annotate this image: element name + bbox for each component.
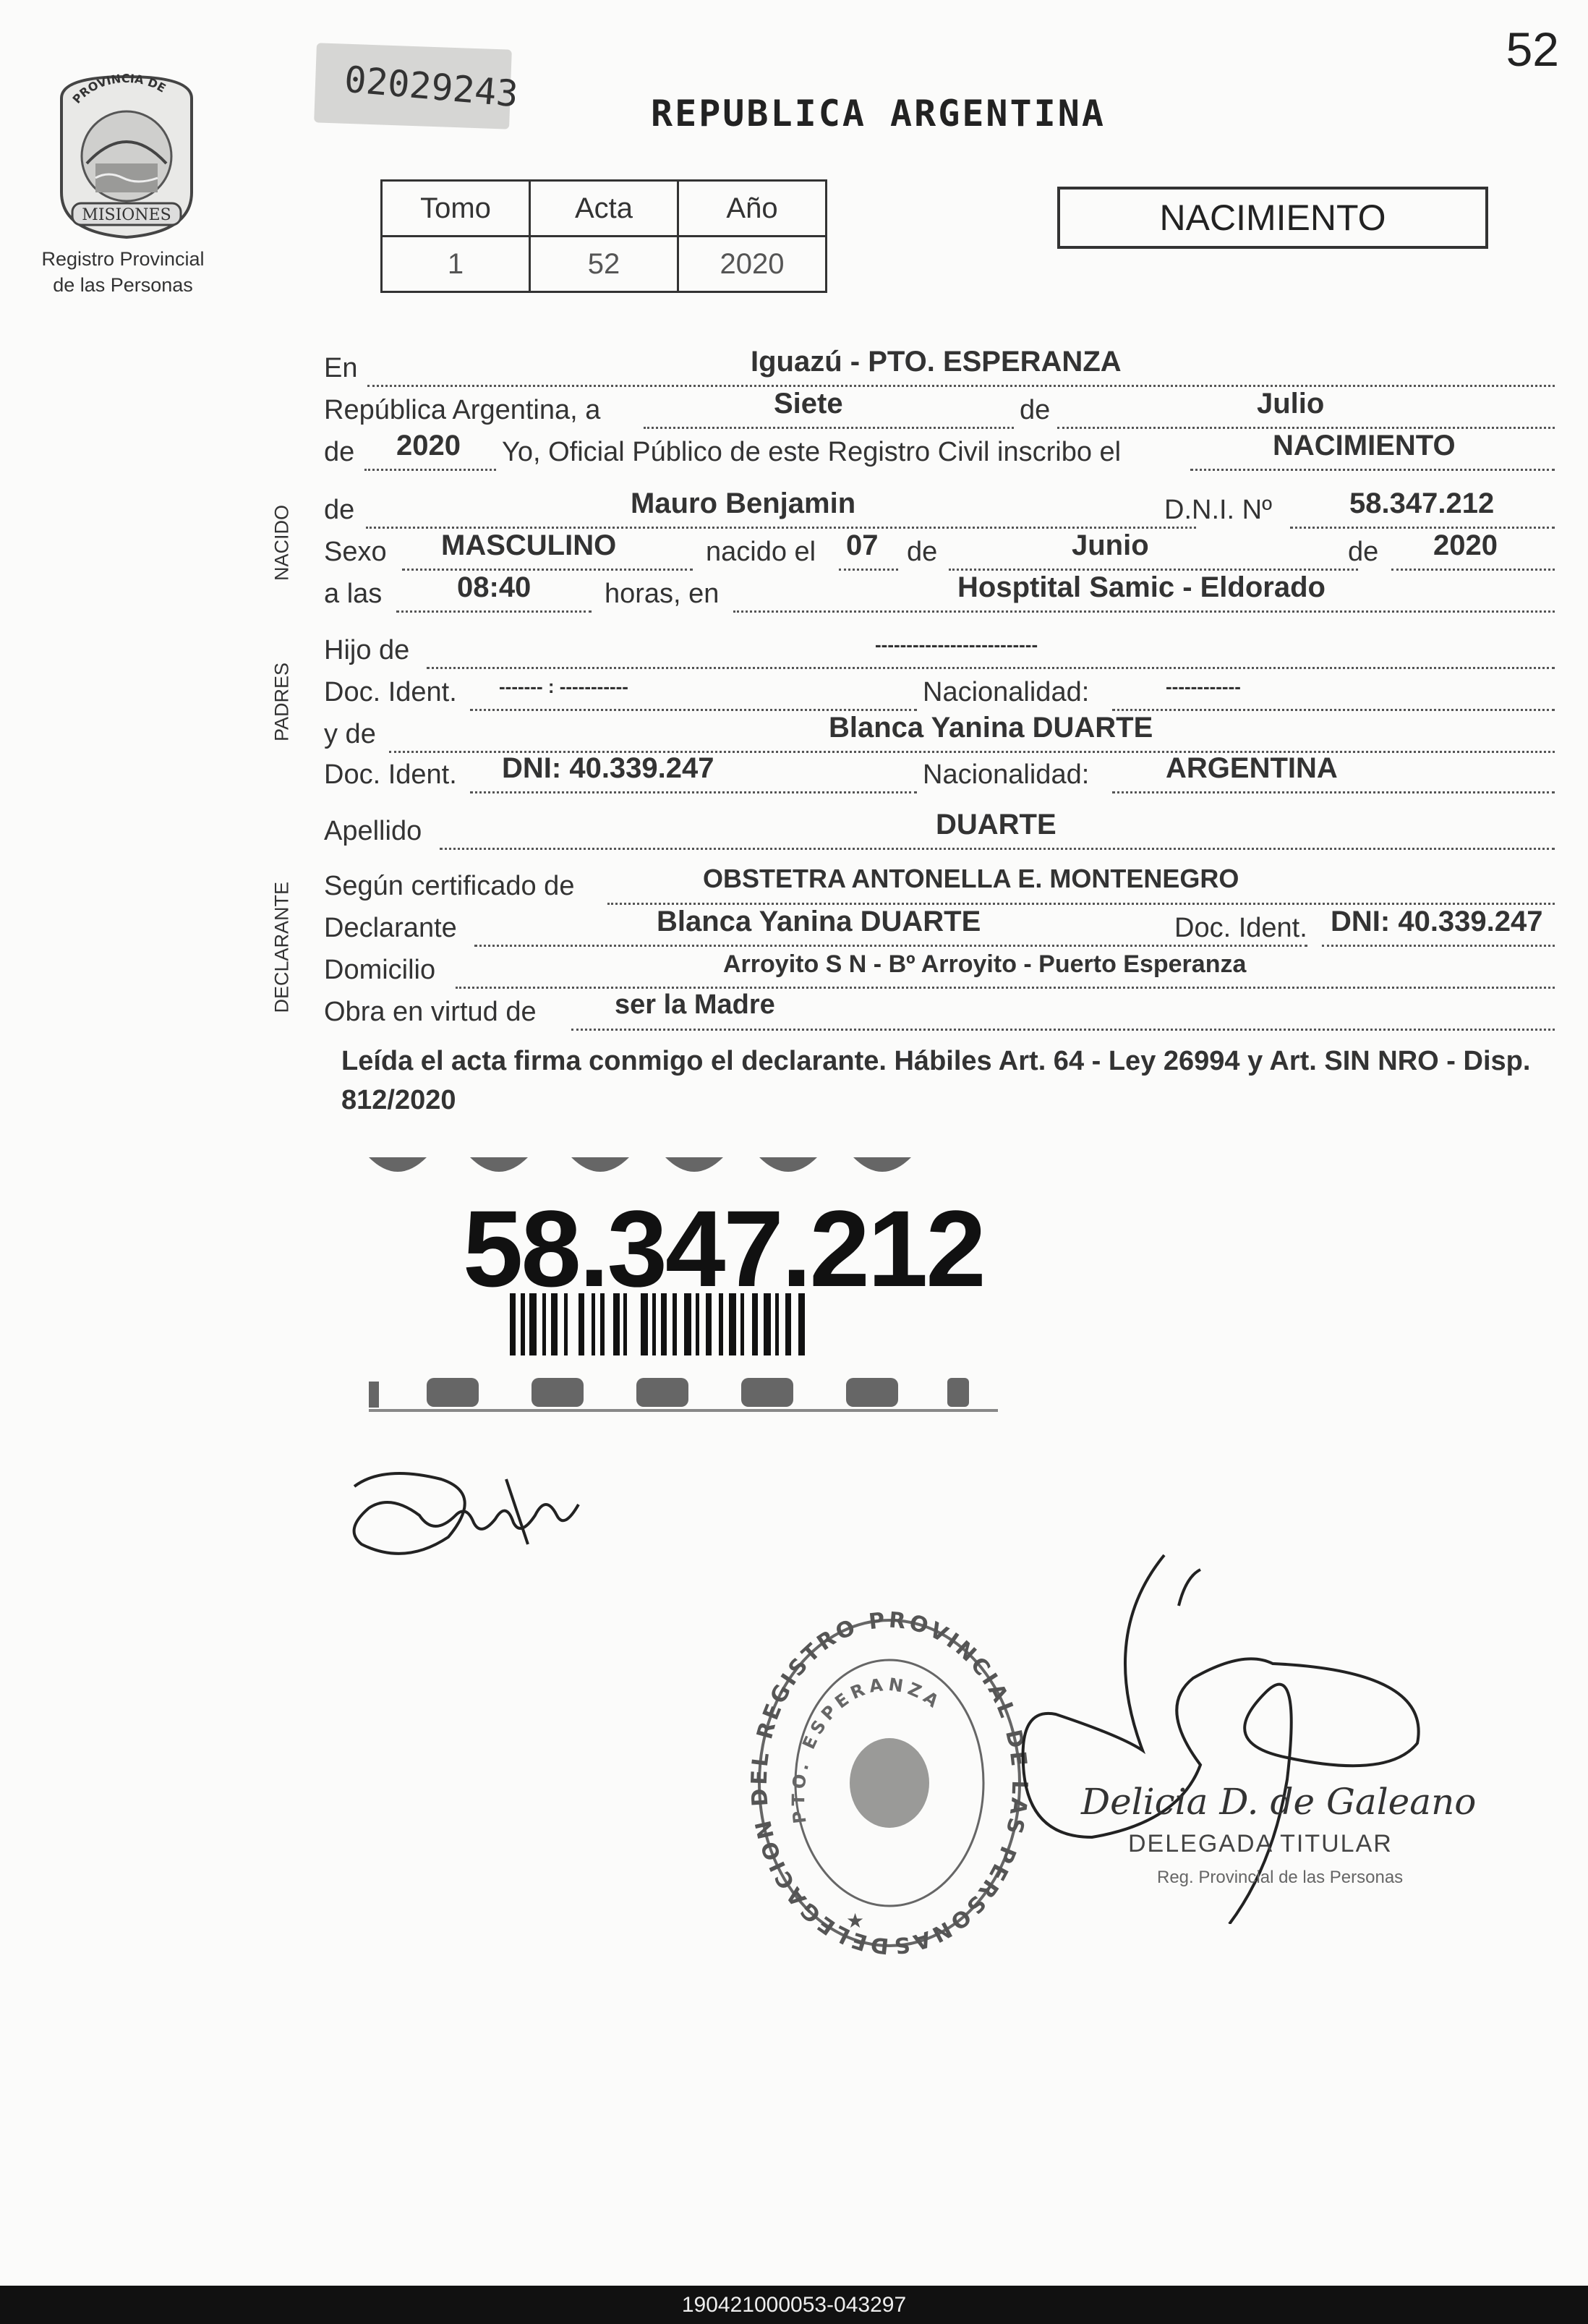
row-inscripcion bbox=[324, 430, 1555, 477]
de-label: de bbox=[1348, 537, 1379, 567]
province-emblem-icon bbox=[51, 69, 202, 243]
madre-value: Blanca Yanina DUARTE bbox=[829, 712, 1153, 744]
padre-nac-value: ------------ bbox=[1166, 676, 1241, 697]
sticker-dni-number: 58.347.212 bbox=[463, 1188, 984, 1309]
value-anio: 2020 bbox=[678, 237, 827, 292]
apellido-label: Apellido bbox=[324, 816, 422, 846]
inscribo-value: NACIMIENTO bbox=[1273, 430, 1456, 461]
official-office: Reg. Provincial de las Personas bbox=[1157, 1868, 1404, 1887]
official-title: DELEGADA TITULAR bbox=[1128, 1830, 1393, 1857]
nacionalidad-label: Nacionalidad: bbox=[923, 677, 1090, 707]
serial-stamp bbox=[314, 43, 520, 129]
dotted-line bbox=[949, 537, 1358, 571]
value-acta: 52 bbox=[530, 237, 678, 292]
closing-note: Leída el acta firma conmigo el declarante. Hábiles Art. 64 - Ley 26994 y Art. SIN NRO - Disp. 812/2020 bbox=[341, 1046, 1531, 1115]
republica-label: República Argentina, a bbox=[324, 395, 601, 425]
sexo-label: Sexo bbox=[324, 537, 387, 567]
certificado-value: OBSTETRA ANTONELLA E. MONTENEGRO bbox=[703, 864, 1239, 893]
apellido-value: DUARTE bbox=[936, 809, 1056, 840]
svg-text:★: ★ bbox=[846, 1910, 865, 1932]
domicilio-value: Arroyito S N - Bº Arroyito - Puerto Esperanza bbox=[723, 950, 1247, 978]
official-name: Delicia D. de Galeano bbox=[1081, 1781, 1477, 1823]
y-de-label: y de bbox=[324, 719, 376, 749]
nac-dia-value: 07 bbox=[846, 529, 879, 561]
de-label: de bbox=[324, 495, 355, 525]
nombre-value: Mauro Benjamin bbox=[631, 488, 856, 519]
country-title: REPUBLICA ARGENTINA bbox=[651, 93, 1106, 135]
declarant-signature-icon bbox=[340, 1436, 600, 1580]
doc-ident-label: Doc. Ident. bbox=[324, 677, 457, 707]
nacido-label: nacido el bbox=[706, 537, 816, 567]
de-label: de bbox=[907, 537, 938, 567]
madre-doc-value: DNI: 40.339.247 bbox=[502, 752, 714, 784]
doc-ident-label: Doc. Ident. bbox=[324, 759, 457, 790]
certificado-label: Según certificado de bbox=[324, 871, 575, 901]
hijo-de-value: -------------------------- bbox=[875, 634, 1038, 655]
declarante-doc-value: DNI: 40.339.247 bbox=[1331, 906, 1543, 937]
value-tomo: 1 bbox=[382, 237, 530, 292]
row-madre-doc bbox=[324, 752, 1555, 800]
sexo-value: MASCULINO bbox=[441, 529, 617, 561]
header-tomo: Tomo bbox=[382, 181, 530, 237]
madre-nac-value: ARGENTINA bbox=[1166, 752, 1338, 784]
horas-en-label: horas, en bbox=[605, 579, 720, 609]
record-table bbox=[380, 179, 827, 293]
lugar-value: Iguazú - PTO. ESPERANZA bbox=[751, 346, 1122, 378]
a-las-label: a las bbox=[324, 579, 383, 609]
lugar-nacimiento-value: Hosptital Samic - Eldorado bbox=[957, 571, 1326, 603]
row-obra bbox=[324, 989, 1555, 1037]
mes-value: Julio bbox=[1257, 388, 1325, 420]
declarante-label: Declarante bbox=[324, 913, 457, 943]
seal-outer-text: DELEGACION DEL REGISTRO PROVINCIAL DE LAS PERSONAS bbox=[746, 1607, 1033, 1959]
nac-mes-value: Junio bbox=[1072, 529, 1149, 561]
row-apellido bbox=[324, 809, 1555, 856]
side-label-nacido: NACIDO bbox=[270, 505, 293, 582]
dni-label: D.N.I. Nº bbox=[1164, 495, 1272, 525]
footer-code: 190421000053-043297 bbox=[0, 2286, 1588, 2324]
obra-value: ser la Madre bbox=[615, 989, 775, 1020]
seal-inner-text: PTO. ESPERANZA bbox=[788, 1674, 947, 1825]
declarante-value: Blanca Yanina DUARTE bbox=[657, 906, 981, 937]
anio-value: 2020 bbox=[396, 430, 461, 461]
de-label: de bbox=[1020, 395, 1051, 425]
hijo-de-label: Hijo de bbox=[324, 635, 410, 665]
en-label: En bbox=[324, 353, 358, 383]
page-number: 52 bbox=[1506, 22, 1559, 76]
nacionalidad-label: Nacionalidad: bbox=[923, 759, 1090, 790]
record-type-box: NACIMIENTO bbox=[1057, 187, 1488, 249]
nac-anio-value: 2020 bbox=[1433, 529, 1498, 561]
doc-ident-label: Doc. Ident. bbox=[1174, 913, 1307, 943]
row-hijo-de bbox=[324, 635, 1555, 676]
header-anio: Año bbox=[678, 181, 827, 237]
header-acta: Acta bbox=[530, 181, 678, 237]
obra-label: Obra en virtud de bbox=[324, 997, 537, 1027]
domicilio-label: Domicilio bbox=[324, 955, 436, 985]
serial-number: 02029243 bbox=[342, 58, 520, 116]
oficial-text: Yo, Oficial Público de este Registro Civil inscribo el bbox=[502, 437, 1122, 467]
dni-value: 58.347.212 bbox=[1349, 488, 1495, 519]
row-lugar bbox=[324, 346, 1555, 393]
registry-label: Registro Provincial de las Personas bbox=[41, 248, 205, 296]
hora-value: 08:40 bbox=[457, 571, 532, 603]
row-hora bbox=[324, 571, 1555, 619]
row-declarante bbox=[324, 906, 1555, 953]
side-label-padres: PADRES bbox=[270, 662, 293, 742]
padre-doc-value: ------- : ----------- bbox=[499, 676, 628, 697]
side-label-declarante: DECLARANTE bbox=[270, 881, 293, 1013]
registry-seal-icon bbox=[745, 1606, 1034, 1967]
row-domicilio bbox=[324, 950, 1555, 995]
dia-value: Siete bbox=[774, 388, 843, 420]
de-label: de bbox=[324, 437, 355, 467]
emblem-bottom-text: MISIONES bbox=[82, 206, 171, 224]
emblem-top-text: PROVINCIA DE bbox=[69, 71, 168, 106]
